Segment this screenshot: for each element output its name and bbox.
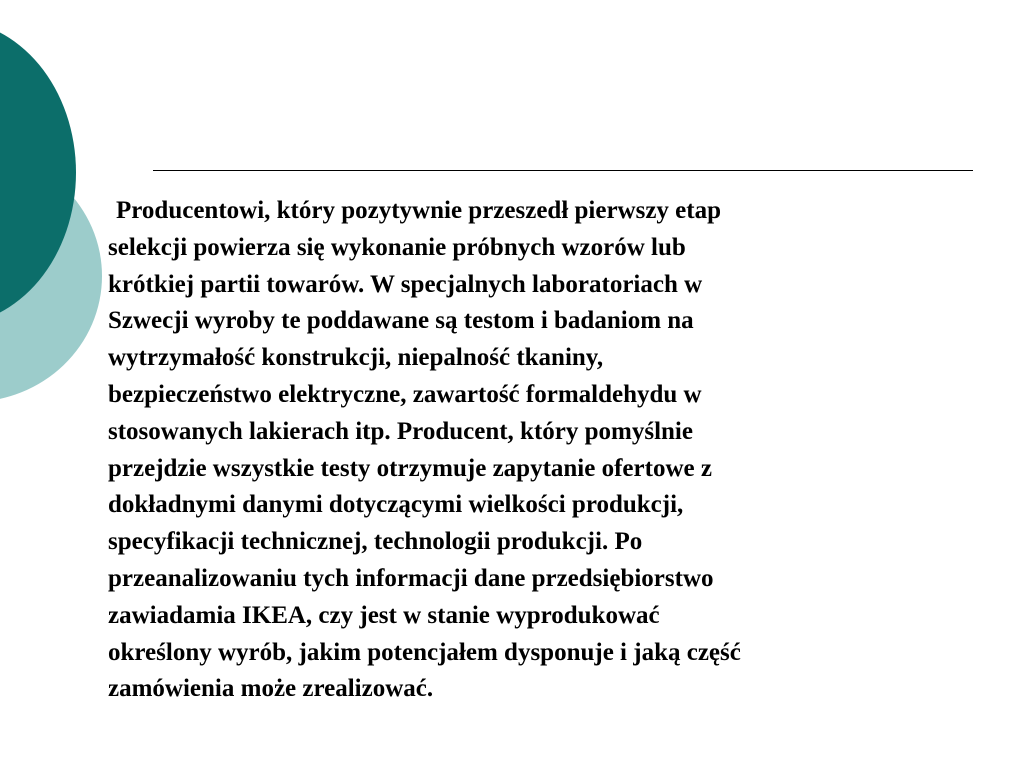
body-line: specyfikacji technicznej, technologii produkcji. Po [108,528,643,556]
body-line: wytrzymałość konstrukcji, niepalność tkaniny, [108,344,604,372]
body-line: dokładnymi danymi dotyczącymi wielkości produkcji, [108,491,684,519]
body-line: Producentowi, który pozytywnie przeszedł pierwszy etap [116,197,722,224]
slide-body-text [108,193,978,708]
body-line: zamówienia może zrealizować. [108,675,434,703]
body-line: zawiadamia IKEA, czy jest w stanie wyprodukować [108,601,660,629]
body-line: krótkiej partii towarów. W specjalnych laboratoriach w [108,270,703,298]
body-line: selekcji powierza się wykonanie próbnych wzorów lub [108,233,686,261]
body-line: określony wyrób, jakim potencjałem dysponuje i jaką część [108,638,741,666]
body-line: przeanalizowaniu tych informacji dane przedsiębiorstwo [108,564,714,592]
body-line: przejdzie wszystkie testy otrzymuje zapytanie ofertowe z [108,454,712,482]
body-line: bezpieczeństwo elektryczne, zawartość formaldehydu w [108,380,702,408]
body-line: Szwecji wyroby te poddawane są testom i badaniom na [108,307,694,335]
title-divider [153,170,973,171]
body-line: stosowanych lakierach itp. Producent, który pomyślnie [108,417,693,445]
